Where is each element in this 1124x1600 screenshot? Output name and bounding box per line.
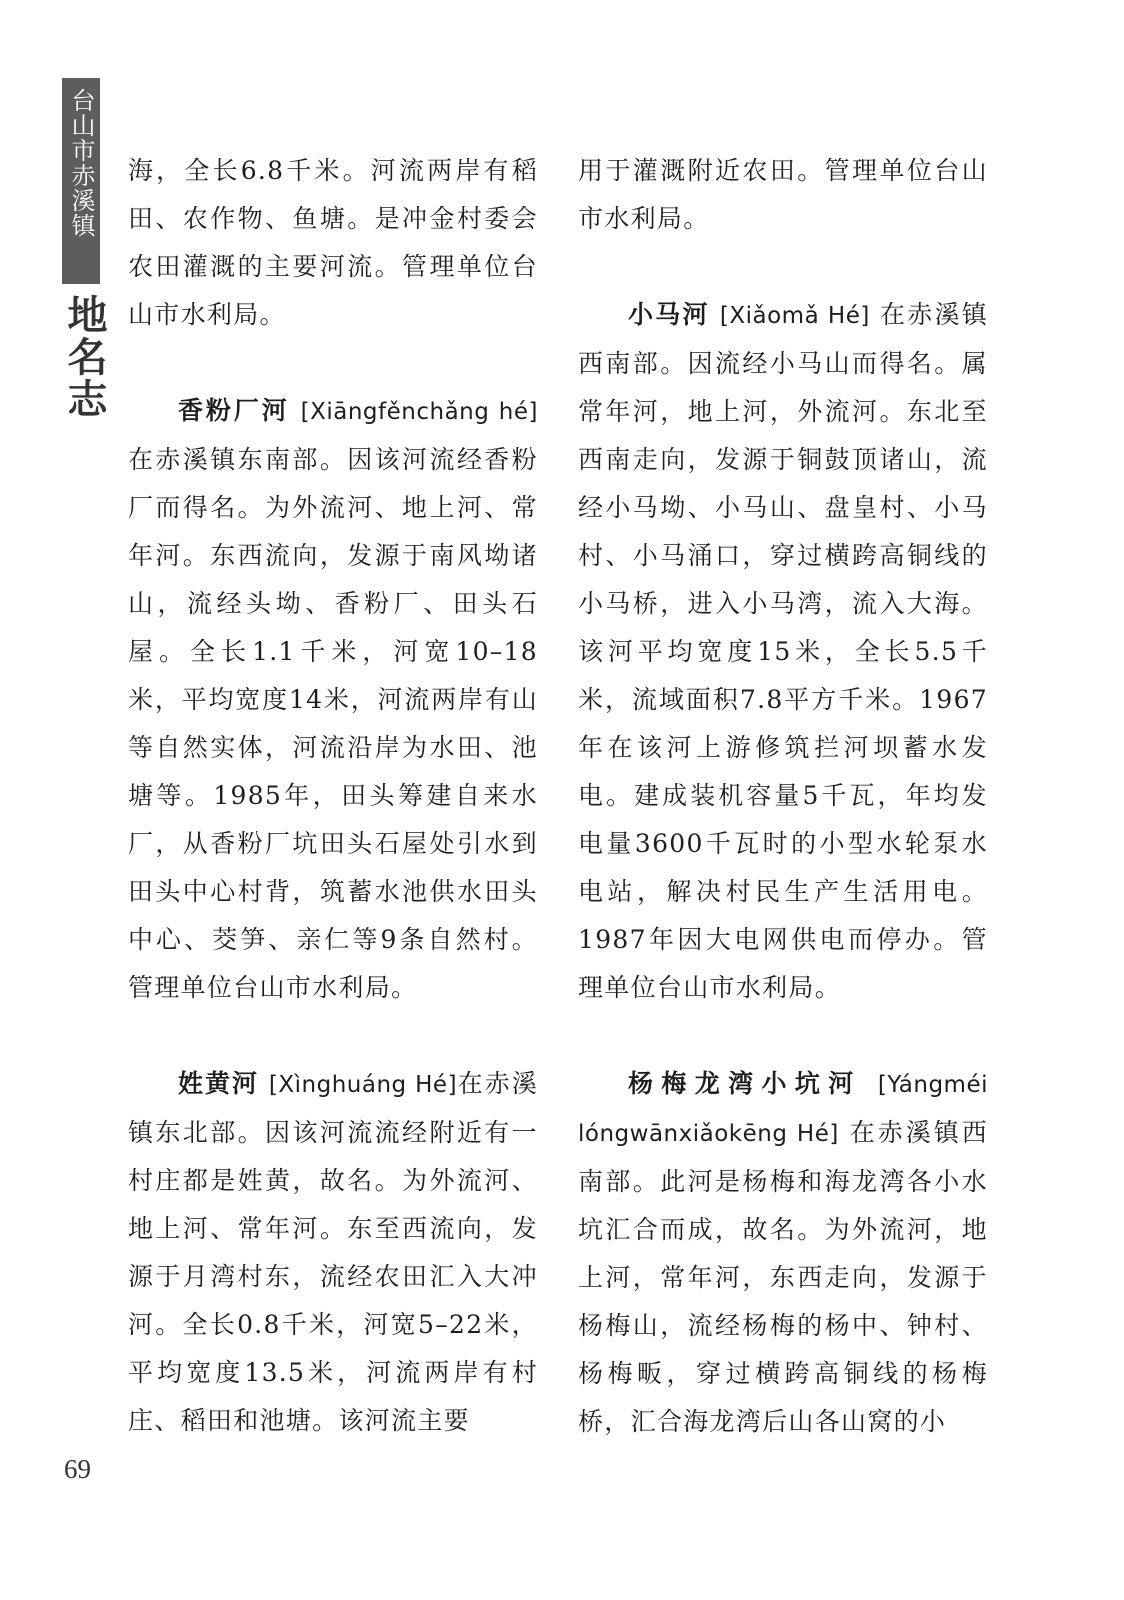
section-tab-label: 台山市赤溪镇 — [67, 88, 95, 238]
entry-term: 杨梅龙湾小坑河 — [628, 1069, 862, 1098]
entry-text: 在赤溪镇西南部。此河是杨梅和海龙湾各小水坑汇合而成，故名。为外流河，地上河，常年河，东西走向，发源于杨梅山，流经杨梅的杨中、钟村、杨梅畈，穿过横跨高铜线的杨梅桥，汇合海龙湾后山各山窝的小 — [578, 1118, 988, 1436]
entry-paragraph — [578, 1060, 988, 1446]
entry-paragraph — [128, 1060, 538, 1445]
book-title: 地名志 — [61, 294, 107, 420]
section-tab — [62, 78, 100, 284]
entry-paragraph — [578, 291, 988, 1012]
entry-term: 小马河 — [628, 300, 710, 329]
entry-pinyin: [Xìnghuáng Hé] — [268, 1072, 458, 1098]
continued-paragraph: 用于灌溉附近农田。管理单位台山市水利局。 — [578, 156, 988, 233]
entry-pinyin: [Xiǎomǎ Hé] — [719, 303, 870, 329]
entry-pinyin: [Yángméi lóngwānxiǎokēng Hé] — [578, 1072, 988, 1147]
entry-text: 在赤溪镇西南部。因流经小马山而得名。属常年河，地上河，外流河。东北至西南走向，发源于铜鼓顶诸山，流经小马坳、小马山、盘皇村、小马村、小马涌口，穿过横跨高铜线的小马桥，进入小马湾，流入大海。该河平均宽度15米，全长5.5千米，流域面积7.8平方千米。1967年在该河上游修筑拦河坝蓄水发电。建成装机容量5千瓦，年均发电量3600千瓦时的小型水轮泵水电站，解决村民生产生活用电。1987年因大电网供电而停办。管理单位台山市水利局。 — [578, 300, 989, 1002]
entry-term: 香粉厂河 — [178, 396, 290, 425]
entry-text: 在赤溪镇东南部。因该河流经香粉厂而得名。为外流河、地上河、常年河。东西流向，发源于南风坳诸山，流经头坳、香粉厂、田头石屋。全长1.1千米，河宽10–18米，平均宽度14米，河流两岸有山等自然实体，河流沿岸为水田、池塘等。1985年，田头筹建自来水厂，从香粉厂坑田头石屋处引水到田头中心村背，筑蓄水池供水田头中心、茭笋、亲仁等9条自然村。管理单位台山市水利局。 — [128, 445, 538, 1002]
page-number: 69 — [64, 1454, 91, 1484]
entry-text: 在赤溪镇东北部。因该河流流经附近有一村庄都是姓黄，故名。为外流河、地上河、常年河。东至西流向，发源于月湾村东，流经农田汇入大冲河。全长0.8千米，河宽5–22米，平均宽度13.5米，河流两岸有村庄、稻田和池塘。该河流主要 — [128, 1069, 539, 1435]
entry-pinyin: [Xiāngfěnchǎng hé] — [300, 399, 538, 425]
continued-paragraph: 海，全长6.8千米。河流两岸有稻田、农作物、鱼塘。是冲金村委会农田灌溉的主要河流。管理单位台山市水利局。 — [128, 156, 538, 329]
left-column — [128, 147, 538, 1445]
right-column — [578, 147, 988, 1446]
entry-term: 姓黄河 — [178, 1069, 259, 1098]
entry-paragraph — [128, 387, 538, 1012]
